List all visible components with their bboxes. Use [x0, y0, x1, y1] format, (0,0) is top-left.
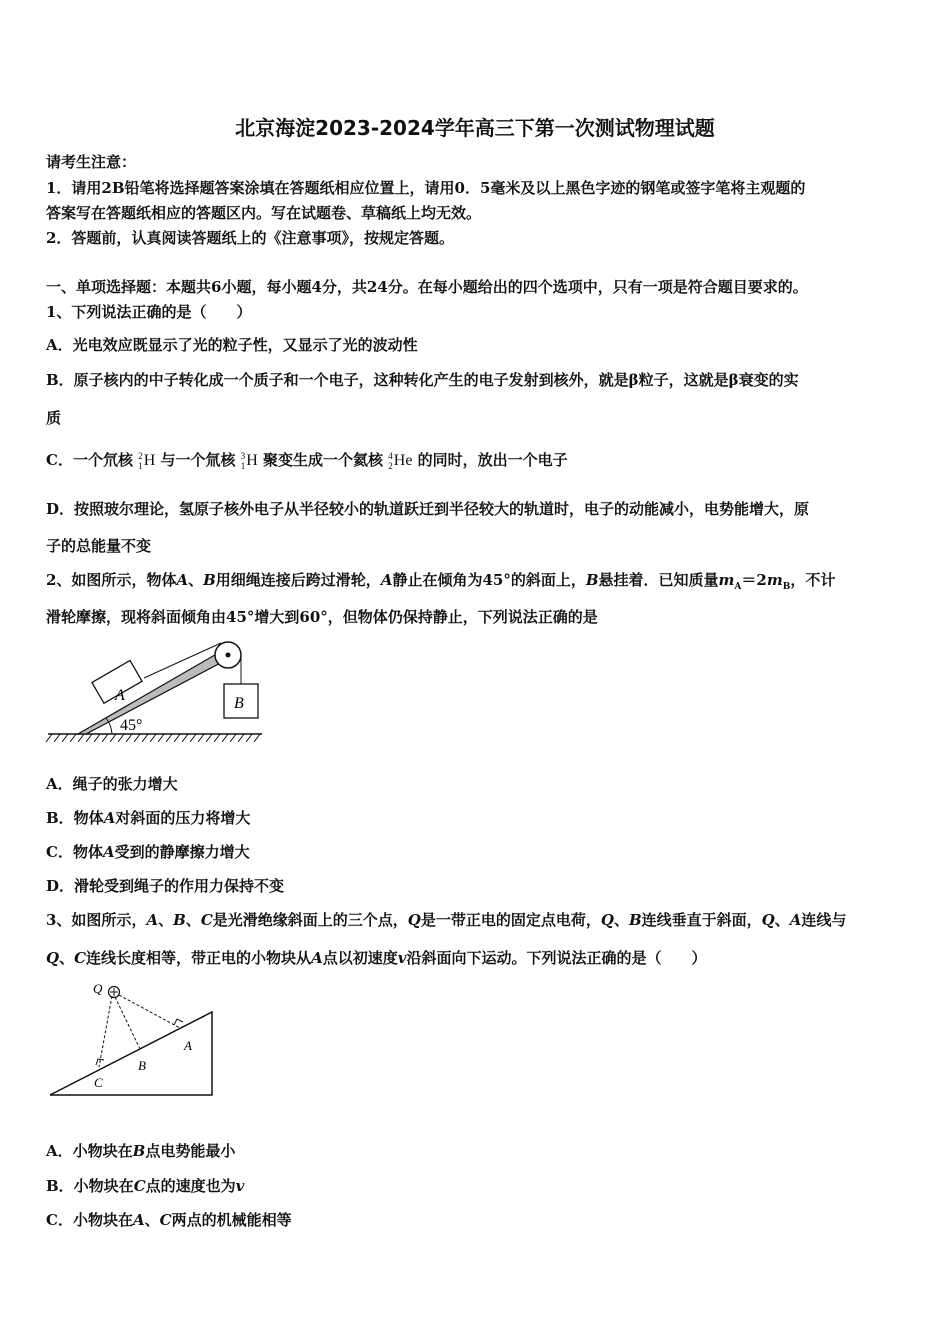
q1-c-part3: 聚变生成一个氦核 [263, 451, 384, 469]
q2-s2: A [176, 571, 189, 589]
q3-l2-e: A [311, 949, 323, 967]
q3-l1-d: B [173, 911, 186, 929]
q2-eq: ＝2 [741, 571, 767, 589]
q2-mass-a: m [718, 571, 735, 589]
fig2-label-a: A [115, 687, 125, 704]
helium-nuclide [388, 451, 412, 472]
q2-s9: 悬挂着．已知质量 [598, 571, 719, 589]
q1-option-d-line1: D．按照玻尔理论，氢原子核外电子从半径较小的轨道跃迁到半径较大的轨道时，电子的动能减小，电势能增大，原 [46, 500, 810, 518]
q3-a-post: 点电势能最小 [145, 1142, 236, 1160]
q2-mass-a-sub: A [734, 582, 742, 592]
iso3-z: 2 [388, 461, 393, 472]
q2-s1: 2、如图所示，物体 [46, 571, 177, 589]
iso2-symbol: H [246, 451, 258, 469]
notice-line-2: 2．答题前，认真阅读答题纸上的《注意事项》，按规定答题。 [46, 229, 454, 247]
q2-s6: A [380, 571, 393, 589]
notice-line-1b: 答案写在答题纸相应的答题区内。写在试题卷、草稿纸上均无效。 [46, 204, 482, 222]
incline-pulley-figure [40, 630, 270, 750]
fig3-label-c: C [94, 1075, 103, 1090]
q2-s4: B [203, 571, 216, 589]
fig2-angle: 45° [120, 717, 143, 734]
q3-l1-o: 、 [774, 911, 790, 929]
q3-l2-g: v [397, 949, 407, 967]
notice-line-1a: 1．请用2B铅笔将选择题答案涂填在答题纸相应位置上，请用0．5毫米及以上黑色字迹的钢笔或签字笔将主观题的 [46, 179, 806, 197]
iso3-mass: 4 [388, 451, 393, 462]
q2-mass-b: m [766, 571, 783, 589]
q3-l2-b: 、 [59, 949, 75, 967]
q3-option-b [46, 1176, 244, 1196]
q2-c-pre: C．物体 [46, 843, 103, 861]
iso1-symbol: H [143, 451, 156, 469]
q2-s8: B [585, 571, 599, 589]
q3-l1-a: 3、如图所示， [46, 911, 147, 929]
page-title: 北京海淀2023-2024学年高三下第一次测试物理试题 [235, 116, 715, 140]
section-heading: 一、单项选择题：本题共6小题，每小题4分，共24分。在每小题给出的四个选项中，只有一项是符合题目要求的。 [46, 278, 808, 296]
q3-a-it: B [132, 1142, 146, 1160]
q2-c-post: 受到的静摩擦力增大 [114, 843, 250, 861]
q2-s10: ，不计 [790, 571, 836, 589]
q3-c-pre: C．小物块在 [46, 1211, 133, 1229]
q1-option-a: A．光电效应既显示了光的粒子性，又显示了光的波动性 [46, 336, 418, 354]
q3-l1-h: Q [407, 911, 421, 929]
fig3-label-b: B [138, 1058, 146, 1073]
iso3-symbol: He [393, 451, 413, 469]
fig2-label-b: B [234, 695, 244, 712]
q3-l1-n: Q [761, 911, 775, 929]
q2-mass-b-sub: B [782, 582, 791, 592]
q2-option-d: D．滑轮受到绳子的作用力保持不变 [46, 877, 285, 895]
q1-stem: 1、下列说法正确的是（ ） [46, 303, 252, 321]
q3-b-it: C [133, 1177, 146, 1195]
q2-s5: 用细绳连接后跨过滑轮， [215, 571, 381, 589]
q1-c-part2: 与一个氚核 [160, 451, 236, 469]
q2-s7: 静止在倾角为45°的斜面上， [392, 571, 586, 589]
q3-l1-g: 是光滑绝缘斜面上的三个点， [212, 911, 408, 929]
q3-l1-k: 、 [613, 911, 629, 929]
q3-b-pre: B．小物块在 [46, 1177, 134, 1195]
q2-b-pre: B．物体 [46, 809, 104, 827]
q2-option-a: A．绳子的张力增大 [46, 775, 178, 793]
q3-l1-f: C [200, 911, 213, 929]
q3-l2-f: 点以初速度 [322, 949, 398, 967]
q3-l2-h: 沿斜面向下运动。下列说法正确的是（ ） [406, 949, 707, 967]
q3-l1-l: B [628, 911, 642, 929]
iso2-z: 1 [240, 461, 246, 472]
q3-stem-line2 [46, 948, 706, 968]
q1-option-d-line2: 子的总能量不变 [46, 537, 152, 555]
q2-option-b [46, 808, 250, 828]
q3-l2-d: 连线长度相等，带正电的小物块从 [86, 949, 312, 967]
q3-l2-a: Q [46, 949, 60, 967]
q1-option-b-line1: B．原子核内的中子转化成一个质子和一个电子，这种转化产生的电子发射到核外，就是β粒子，这就是β衰变的实 [46, 371, 799, 389]
q1-c-part1: C．一个氘核 [46, 451, 133, 469]
q2-c-it: A [102, 843, 115, 861]
charge-incline-figure [44, 980, 224, 1105]
q3-l1-b: A [146, 911, 159, 929]
q3-l1-j: Q [600, 911, 614, 929]
q3-l1-q: 连线与 [801, 911, 847, 929]
fig3-label-a: A [184, 1038, 192, 1053]
iso1-z: 1 [138, 461, 143, 472]
iso2-mass: 3 [240, 451, 246, 462]
q3-b-v: v [235, 1177, 245, 1195]
q3-c-it1: A [132, 1211, 145, 1229]
q2-stem-line2: 滑轮摩擦，现将斜面倾角由45°增大到60°，但物体仍保持静止，下列说法正确的是 [46, 608, 598, 626]
q1-option-c [46, 450, 568, 471]
q1-c-part4: 的同时，放出一个电子 [417, 451, 568, 469]
q1-option-b-line2: 质 [46, 409, 62, 427]
q3-option-c [46, 1210, 292, 1230]
q3-a-pre: A．小物块在 [46, 1142, 133, 1160]
q2-option-c [46, 842, 250, 862]
q3-b-mid: 点的速度也为 [145, 1177, 236, 1195]
q3-l1-p: A [789, 911, 802, 929]
q3-l1-i: 是一带正电的固定点电荷， [420, 911, 601, 929]
q3-stem-line1 [46, 910, 846, 930]
notice-heading: 请考生注意： [46, 153, 137, 171]
q3-option-a [46, 1141, 235, 1161]
q3-l1-e: 、 [185, 911, 201, 929]
iso1-mass: 2 [138, 451, 143, 462]
q2-s3: 、 [188, 571, 204, 589]
q3-c-mid: 、 [144, 1211, 160, 1229]
q2-b-it: A [103, 809, 116, 827]
q3-l1-m: 连线垂直于斜面， [641, 911, 762, 929]
q3-l1-c: 、 [158, 911, 174, 929]
q3-c-it2: C [159, 1211, 172, 1229]
q3-c-post: 两点的机械能相等 [171, 1211, 292, 1229]
deuterium-nuclide [138, 451, 155, 472]
tritium-nuclide [241, 451, 258, 472]
q2-b-post: 对斜面的压力将增大 [115, 809, 251, 827]
fig3-label-q: Q [93, 981, 103, 996]
q2-stem-line1 [46, 570, 835, 597]
q3-l2-c: C [74, 949, 87, 967]
